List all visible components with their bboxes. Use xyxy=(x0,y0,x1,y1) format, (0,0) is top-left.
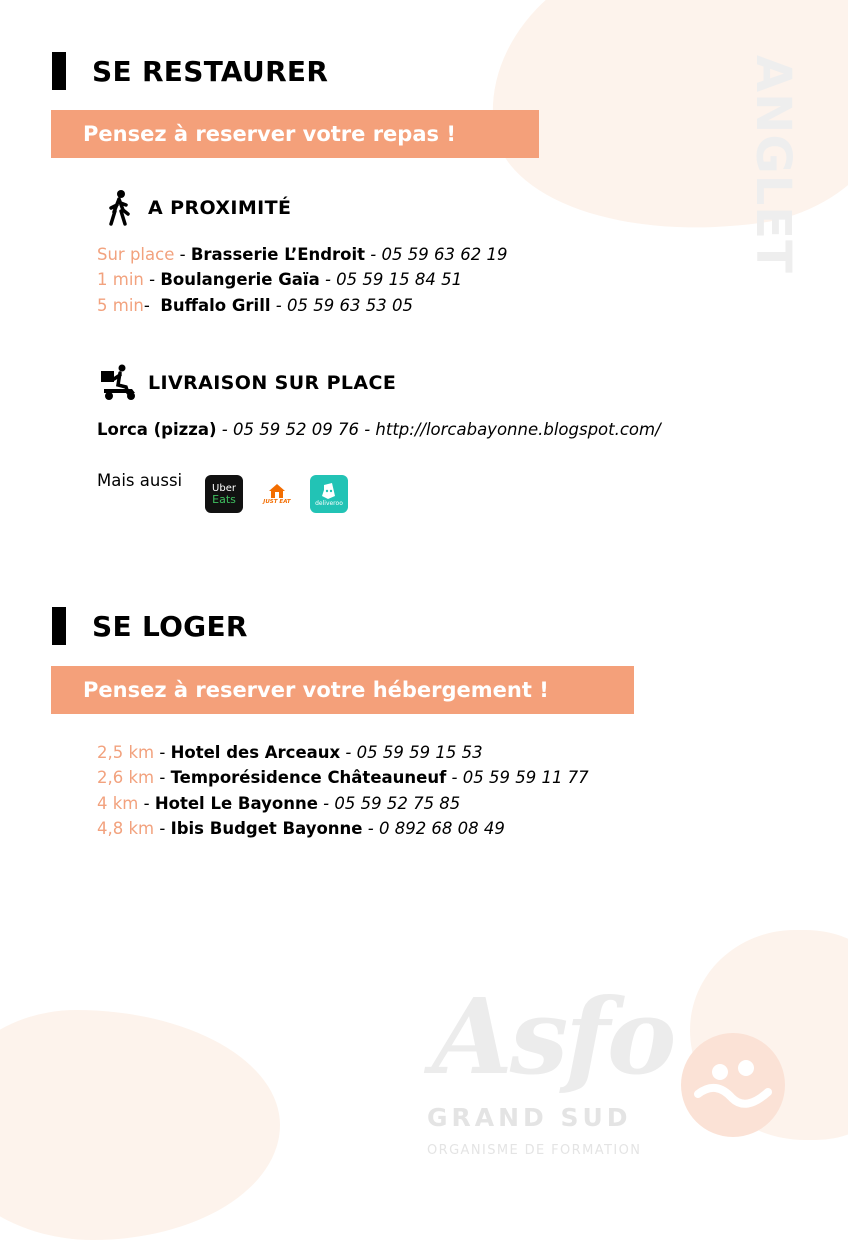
item-separator: - xyxy=(270,296,287,315)
list-item xyxy=(97,245,507,265)
item-separator: - xyxy=(340,743,357,762)
banner-restaurer: Pensez à reserver votre repas ! xyxy=(51,110,539,158)
banner-loger: Pensez à reserver votre hébergement ! xyxy=(51,666,634,714)
delivery-item xyxy=(97,420,661,440)
list-item xyxy=(97,794,460,814)
side-label-anglet: ANGLET xyxy=(745,55,801,274)
list-item xyxy=(97,296,413,316)
section-bar xyxy=(52,607,66,645)
mais-aussi-label: Mais aussi xyxy=(97,471,183,490)
section-title-restaurer xyxy=(52,52,328,90)
subheading-livraison xyxy=(100,363,396,403)
uber-eats-text: Eats xyxy=(212,492,236,506)
item-distance: 2,5 km xyxy=(97,743,155,762)
subheading-label: LIVRAISON SUR PLACE xyxy=(148,372,397,394)
item-separator: - xyxy=(174,245,191,264)
just-eat-text: JUST EAT xyxy=(263,499,291,505)
item-name: Ibis Budget Bayonne xyxy=(170,819,363,838)
watermark-circle-logo-icon xyxy=(680,1032,786,1138)
deliveroo-logo xyxy=(310,475,348,513)
uber-eats-text: Uber xyxy=(212,482,236,494)
item-phone: 0 892 68 08 49 xyxy=(378,819,505,838)
deliveroo-text: deliveroo xyxy=(315,499,343,507)
list-item xyxy=(97,270,462,290)
item-name: Temporésidence Châteauneuf xyxy=(170,768,447,787)
item-separator: - xyxy=(365,245,382,264)
walking-person-icon xyxy=(100,188,140,228)
item-separator: - xyxy=(216,420,233,439)
watermark-grand-sud: GRAND SUD xyxy=(427,1103,632,1132)
list-item xyxy=(97,768,589,788)
section-bar xyxy=(52,52,66,90)
uber-eats-logo xyxy=(205,475,243,513)
item-name: Boulangerie Gaïa xyxy=(160,270,320,289)
item-separator: - xyxy=(154,743,171,762)
item-separator: - xyxy=(154,819,171,838)
item-distance: Sur place xyxy=(97,245,175,264)
item-separator: - xyxy=(446,768,463,787)
subheading-label: A PROXIMITÉ xyxy=(148,197,292,219)
item-name: Hotel Le Bayonne xyxy=(154,794,318,813)
subheading-proximite xyxy=(100,188,291,228)
item-name: Lorca (pizza) xyxy=(97,420,217,439)
item-separator: - xyxy=(143,296,161,315)
item-phone: 05 59 15 84 51 xyxy=(336,270,463,289)
kangaroo-icon xyxy=(319,482,339,500)
item-separator: - xyxy=(143,270,161,289)
item-phone: 05 59 63 62 19 xyxy=(381,245,508,264)
item-phone-url: 05 59 52 09 76 - http://lorcabayonne.blogspot.com/ xyxy=(233,420,661,439)
item-distance: 4,8 km xyxy=(97,819,155,838)
watermark-logo-script: Asfo xyxy=(432,975,674,1098)
watermark-organisme: ORGANISME DE FORMATION xyxy=(427,1143,642,1158)
house-icon xyxy=(267,483,287,499)
item-separator: - xyxy=(138,794,155,813)
item-phone: 05 59 59 15 53 xyxy=(356,743,483,762)
item-distance: 1 min xyxy=(97,270,144,289)
item-phone: 05 59 63 53 05 xyxy=(286,296,413,315)
list-item xyxy=(97,743,483,763)
item-separator: - xyxy=(362,819,379,838)
item-separator: - xyxy=(154,768,171,787)
item-distance: 5 min xyxy=(97,296,144,315)
delivery-scooter-icon xyxy=(100,363,140,403)
section-title-label: SE LOGER xyxy=(92,609,248,643)
just-eat-logo xyxy=(258,475,296,513)
item-phone: 05 59 52 75 85 xyxy=(334,794,461,813)
item-distance: 2,6 km xyxy=(97,768,155,787)
item-name: Hotel des Arceaux xyxy=(170,743,341,762)
item-separator: - xyxy=(319,270,337,289)
item-distance: 4 km xyxy=(97,794,139,813)
item-name: Brasserie L’Endroit xyxy=(190,245,366,264)
item-separator: - xyxy=(317,794,335,813)
item-name: Buffalo Grill xyxy=(160,296,271,315)
list-item xyxy=(97,819,505,839)
item-phone: 05 59 59 11 77 xyxy=(462,768,589,787)
decor-blob-bottom-left xyxy=(0,1010,280,1240)
section-title-loger xyxy=(52,607,248,645)
section-title-label: SE RESTAURER xyxy=(92,54,329,88)
